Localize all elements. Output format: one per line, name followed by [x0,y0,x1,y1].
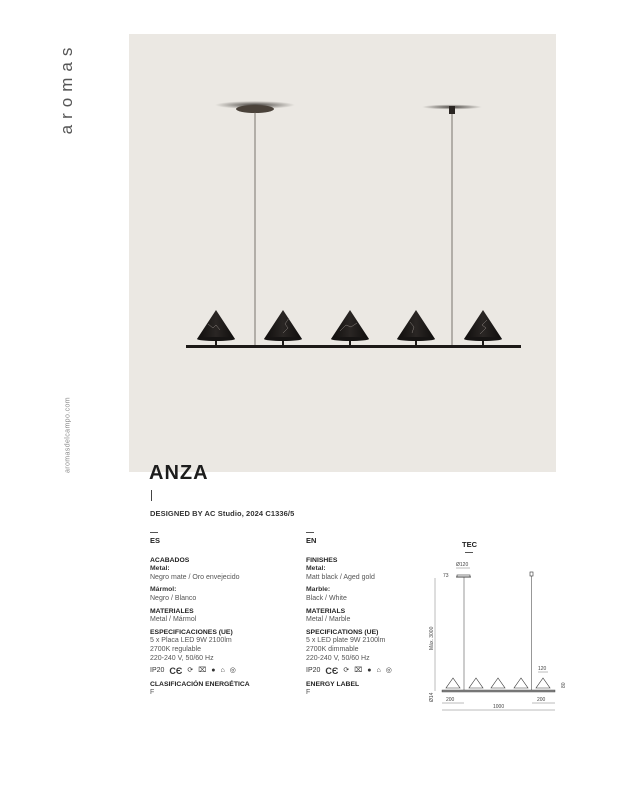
marble-label: Mármol: [150,586,177,594]
brand-logo [52,38,82,138]
ce-mark-icon: CЄ [169,666,183,677]
shades [197,310,502,345]
ip-rating: IP20 [150,667,165,675]
led-bulb-icon: ● [367,667,372,675]
energy-value: F [150,689,155,697]
energy-heading: ENERGY LABEL [306,680,360,688]
materials-value: Metal / Marble [306,616,351,624]
pendant-lamp-illustration [129,34,556,472]
metal-value: Matt black / Aged gold [306,573,375,581]
shade-diameter-label: 120 [538,666,547,672]
left-offset-label: 200 [446,697,455,703]
materials-heading: MATERIALS [306,607,346,615]
right-offset-label: 200 [537,697,546,703]
marble-value: Black / White [306,594,347,602]
total-length-label: 1000 [493,704,505,710]
dimmable-icon: ⟳ [343,667,350,675]
specs-heading: SPECIFICATIONS (UE) [306,628,379,636]
spanish-specs [150,532,290,698]
class-ii-icon: ◎ [385,667,392,675]
lang-label: EN [306,536,317,545]
metal-label: Metal: [150,565,170,573]
product-photo [129,34,556,472]
weee-bin-icon: ⌧ [198,667,207,675]
marble-label: Marble: [306,586,331,594]
title-divider [151,490,152,501]
ce-mark-icon: CЄ [325,666,339,677]
spec-line: 2700K dimmable [306,645,359,653]
website-text: aromasdelcampo.com [64,396,72,474]
spec-line: 2700K regulable [150,645,201,653]
weee-bin-icon: ⌧ [354,667,363,675]
canopy-height-label: 73 [443,573,449,579]
technical-drawing [420,555,580,715]
tec-label: TEC [462,540,477,549]
designed-by: DESIGNED BY AC Studio, 2024 C1336/5 [150,509,295,518]
finishes-heading: ACABADOS [150,556,190,564]
section-dash [306,532,314,533]
max-drop-label: Máx. 3000 [429,626,435,650]
dimmable-icon: ⟳ [187,667,194,675]
lang-label: ES [150,536,161,545]
certification-icons [150,667,290,676]
energy-value: F [306,689,311,697]
spec-line: 220-240 V, 50/60 Hz [306,654,370,662]
specs-heading: ESPECIFICACIONES (UE) [150,628,233,636]
finishes-heading: FINISHES [306,556,338,564]
spec-line: 220-240 V, 50/60 Hz [150,654,214,662]
materials-value: Metal / Mármol [150,616,197,624]
class-ii-icon: ◎ [229,667,236,675]
energy-heading: CLASIFICACIÓN ENERGÉTICA [150,680,250,688]
materials-heading: MATERIALES [150,607,194,615]
led-bulb-icon: ● [211,667,216,675]
spec-line: 5 x Placa LED 9W 2100lm [150,637,232,645]
bar-diameter-label: Ø14 [429,692,435,702]
shade-height-label: 80 [561,682,567,688]
metal-label: Metal: [306,565,326,573]
indoor-use-icon: ⌂ [376,667,381,675]
indoor-use-icon: ⌂ [220,667,225,675]
website [58,385,78,485]
brand-logo-text: aromas [57,41,76,135]
section-dash [150,532,158,533]
tec-dash [465,552,473,553]
product-title: ANZA [149,462,209,484]
metal-value: Negro mate / Oro envejecido [150,573,240,581]
ip-rating: IP20 [306,667,321,675]
spec-line: 5 x LED plate 9W 2100lm [306,637,386,645]
canopy-diameter-label: Ø120 [456,562,469,568]
marble-value: Negro / Blanco [150,594,197,602]
